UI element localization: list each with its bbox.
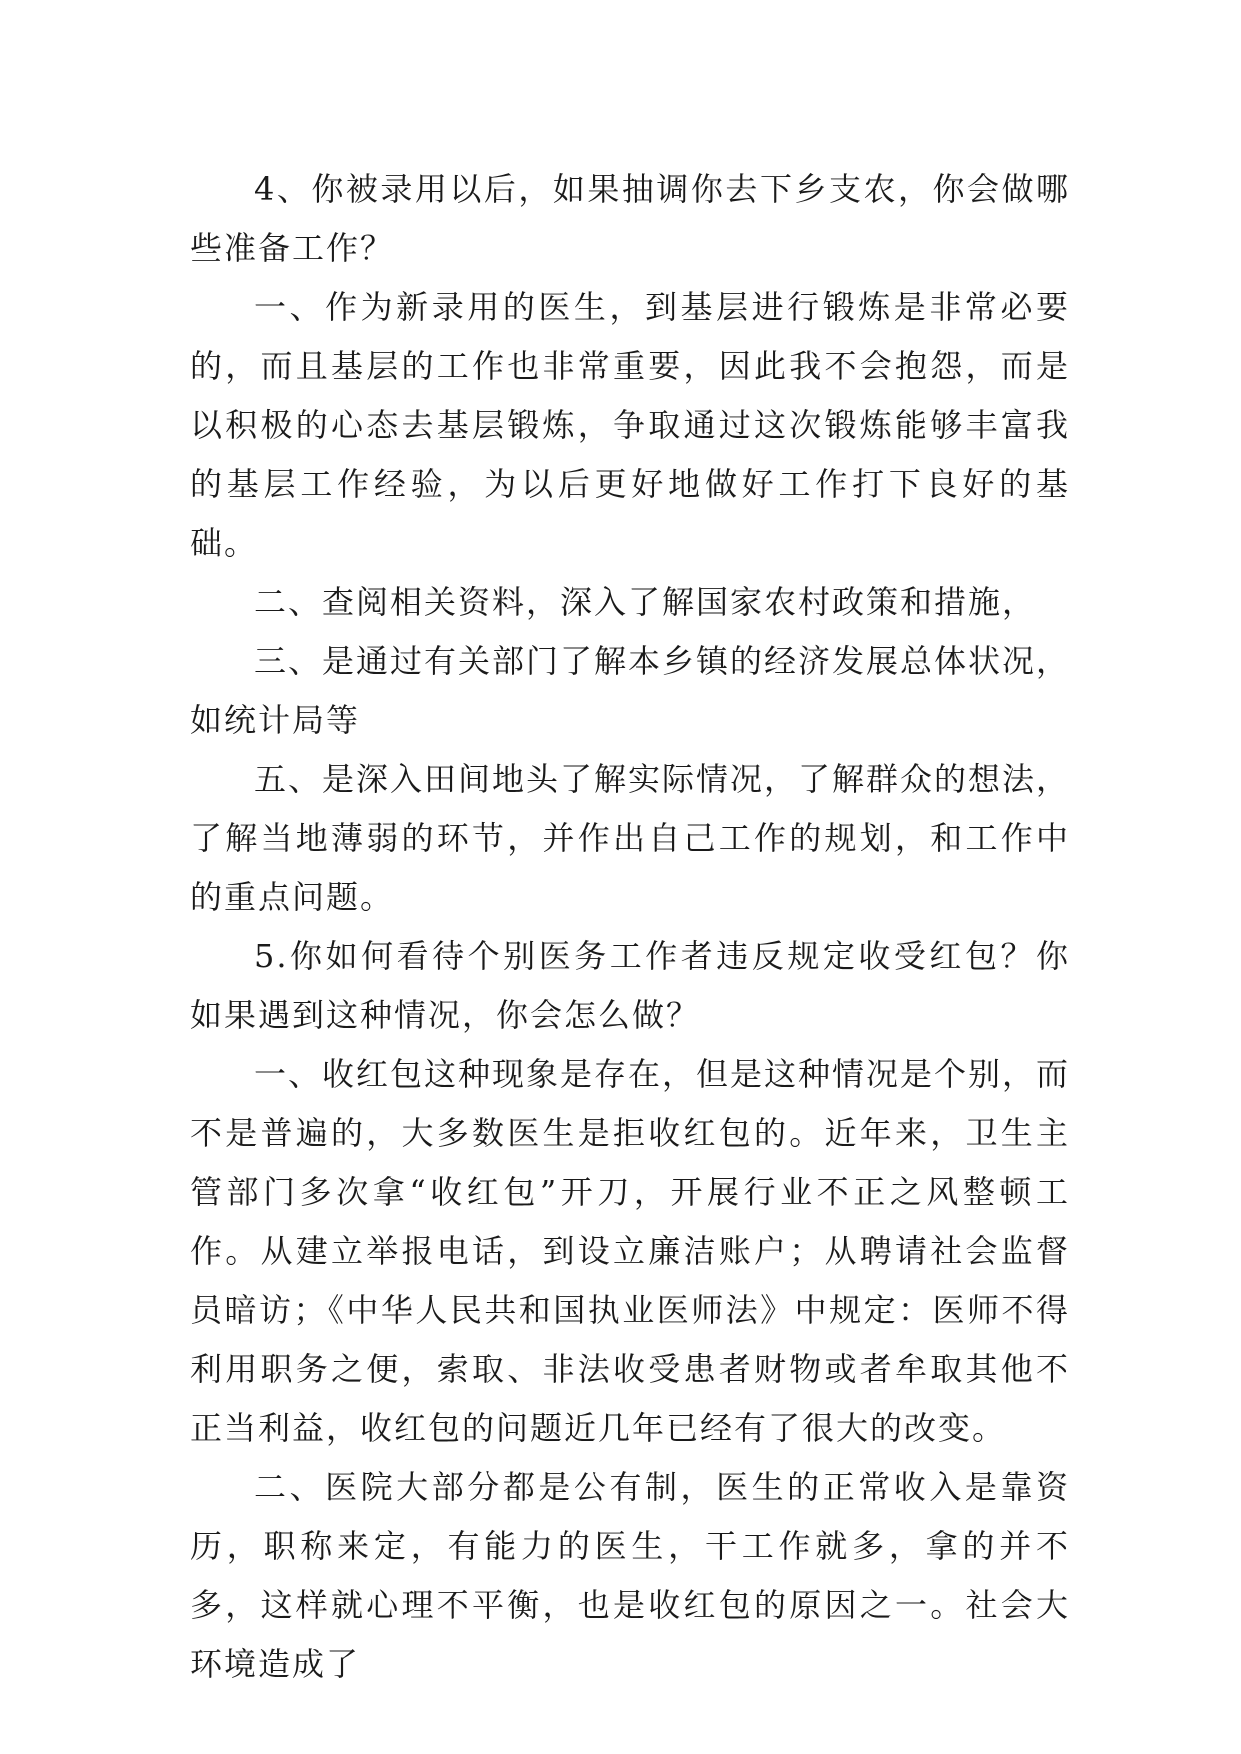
- paragraph-answer-4-point-1: 一、作为新录用的医生，到基层进行锻炼是非常必要的，而且基层的工作也非常重要，因此我不会抱怨，而是以积极的心态去基层锻炼，争取通过这次锻炼能够丰富我的基层工作经验，为以后更好地做好工作打下良好的基础。: [190, 288, 1070, 562]
- paragraph-answer-5-point-1: 一、收红包这种现象是存在，但是这种情况是个别，而不是普遍的，大多数医生是拒收红包的。近年来，卫生主管部门多次拿“收红包”开刀，开展行业不正之风整顿工作。从建立举报电话，到设立廉洁账户；从聘请社会监督员暗访；《中华人民共和国执业医师法》中规定：医师不得利用职务之便，索取、非法收受患者财物或者牟取其他不正当利益，收红包的问题近几年已经有了很大的改变。: [190, 1055, 1071, 1447]
- paragraph-question-4: 4、你被录用以后，如果抽调你去下乡支农，你会做哪些准备工作？: [190, 170, 1070, 267]
- document-body: [190, 160, 1070, 1694]
- paragraph-answer-4-point-5: 五、是深入田间地头了解实际情况，了解群众的想法，了解当地薄弱的环节，并作出自己工作的规划，和工作中的重点问题。: [190, 760, 1071, 916]
- paragraph-answer-5-point-2: 二、医院大部分都是公有制，医生的正常收入是靠资历，职称来定，有能力的医生，干工作就多，拿的并不多，这样就心理不平衡，也是收红包的原因之一。社会大环境造成了: [190, 1468, 1070, 1683]
- paragraph-answer-4-point-3: 三、是通过有关部门了解本乡镇的经济发展总体状况，如统计局等: [190, 642, 1071, 739]
- paragraph-question-5: 5.你如何看待个别医务工作者违反规定收受红包？你如果遇到这种情况，你会怎么做？: [190, 937, 1070, 1034]
- paragraph-answer-4-point-2: 二、查阅相关资料，深入了解国家农村政策和措施，: [254, 583, 1037, 621]
